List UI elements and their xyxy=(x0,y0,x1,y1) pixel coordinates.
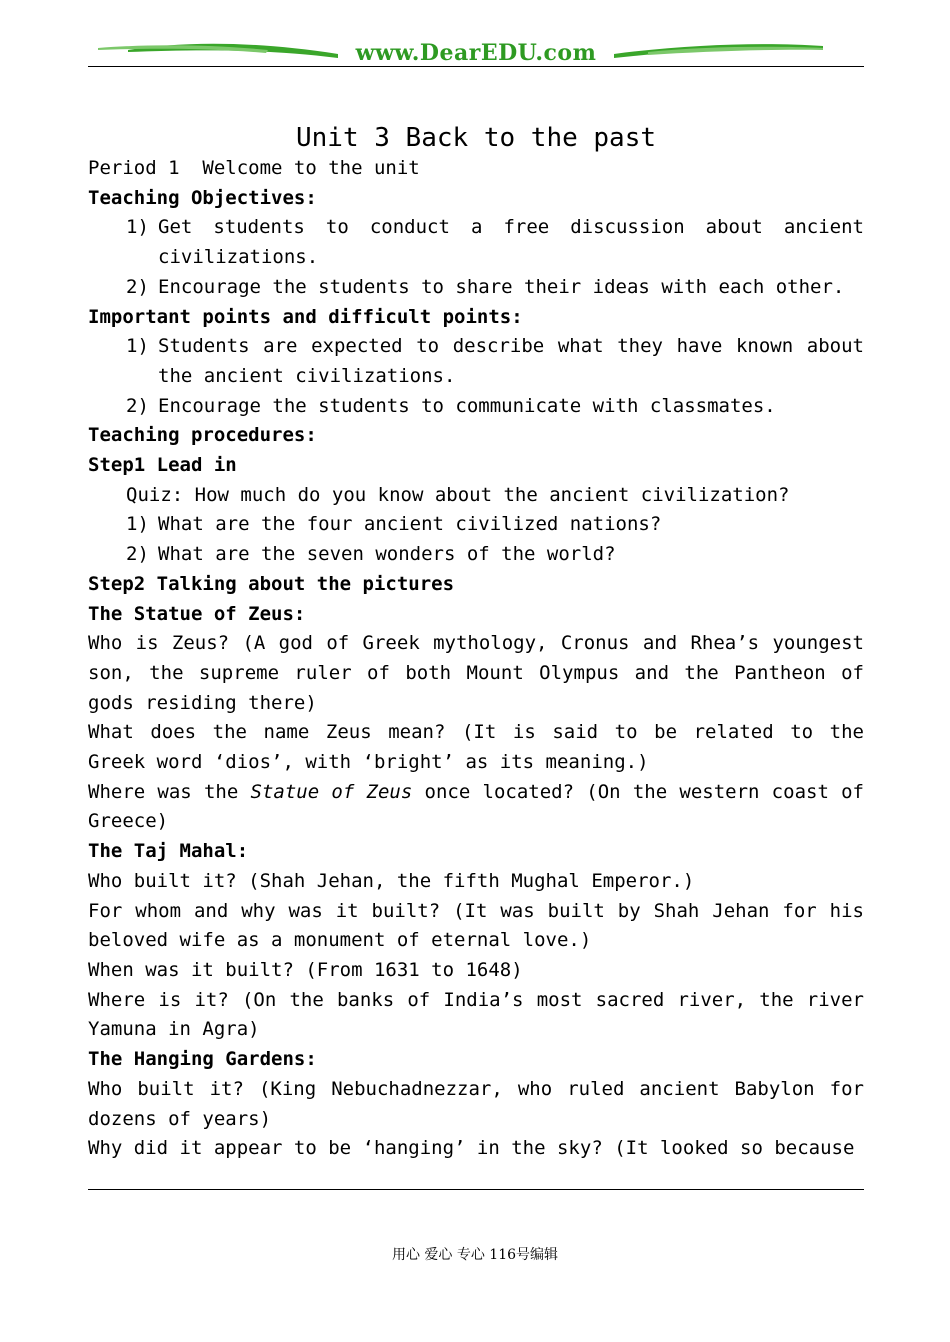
zeus-question-1: Who is Zeus? (A god of Greek mythology, Cronus and Rhea’s youngest son, the supreme ruler of both Mount Olympus and the Pantheon of gods residing there) xyxy=(88,632,864,714)
taj-question-2: For whom and why was it built? (It was built by Shah Jehan for his beloved wife as a monument of eternal love.) xyxy=(88,899,864,952)
document-body xyxy=(88,120,864,1164)
item-text: What are the four ancient civilized nations? xyxy=(158,513,662,536)
taj-question-4: Where is it? (On the banks of India’s most sacred river, the river Yamuna in Agra) xyxy=(88,988,864,1041)
item-text: Get students to conduct a free discussion about ancient civilizations. xyxy=(158,216,864,269)
objectives-heading: Teaching Objectives: xyxy=(88,186,317,209)
list-item xyxy=(88,332,864,391)
footer-text: 用心 爱心 专心 116号编辑 xyxy=(391,1247,559,1263)
footer-rule xyxy=(88,1189,864,1190)
procedures-heading: Teaching procedures: xyxy=(88,424,317,447)
quiz-line: Quiz: How much do you know about the ancient civilization? xyxy=(126,483,790,506)
step1-heading: Step1 Lead in xyxy=(88,454,237,477)
zeus-q3-pre: Where was the xyxy=(88,780,251,803)
list-item xyxy=(88,540,864,570)
step2-heading: Step2 Talking about the pictures xyxy=(88,572,455,595)
points-list xyxy=(88,332,864,421)
item-number: 2) xyxy=(126,394,149,417)
site-url[interactable]: www.DearEDU.com xyxy=(355,40,597,66)
list-item xyxy=(88,273,864,303)
item-text: Encourage the students to communicate with classmates. xyxy=(158,394,776,417)
zeus-question-2: What does the name Zeus mean? (It is said to be related to the Greek word ‘dios’, with ‘bright’ as its meaning.) xyxy=(88,721,864,774)
item-number: 1) xyxy=(126,513,149,536)
item-number: 1) xyxy=(126,216,149,239)
step1-list xyxy=(88,510,864,569)
gardens-question-2: Why did it appear to be ‘hanging’ in the sky? (It looked so because xyxy=(88,1137,855,1160)
list-item xyxy=(88,392,864,422)
period-line: Period 1 Welcome to the unit xyxy=(88,157,420,179)
zeus-q3-post: once located? (On the western coast of Greece) xyxy=(88,780,864,833)
gardens-heading: The Hanging Gardens: xyxy=(88,1048,317,1071)
item-text: What are the seven wonders of the world? xyxy=(158,543,616,566)
zeus-question-3 xyxy=(88,778,864,837)
zeus-heading: The Statue of Zeus: xyxy=(88,602,306,625)
zeus-q3-emphasis: Statue of Zeus xyxy=(250,780,413,803)
header-banner xyxy=(88,36,864,70)
list-item xyxy=(88,213,864,272)
page-title: Unit 3 Back to the past xyxy=(295,123,657,153)
gardens-question-1: Who built it? (King Nebuchadnezzar, who ruled ancient Babylon for dozens of years) xyxy=(88,1077,864,1130)
taj-question-3: When was it built? (From 1631 to 1648) xyxy=(88,958,523,981)
item-number: 1) xyxy=(126,335,149,358)
item-number: 2) xyxy=(126,543,149,566)
item-number: 2) xyxy=(126,275,149,298)
objectives-list xyxy=(88,213,864,302)
item-text: Encourage the students to share their ideas with each other. xyxy=(158,275,845,298)
header-rule xyxy=(88,66,864,67)
item-text: Students are expected to describe what they have known about the ancient civilizations. xyxy=(158,335,864,387)
list-item xyxy=(88,510,864,540)
points-heading: Important points and difficult points: xyxy=(88,305,523,328)
taj-question-1: Who built it? (Shah Jehan, the fifth Mughal Emperor.) xyxy=(88,869,695,892)
taj-heading: The Taj Mahal: xyxy=(88,840,249,863)
